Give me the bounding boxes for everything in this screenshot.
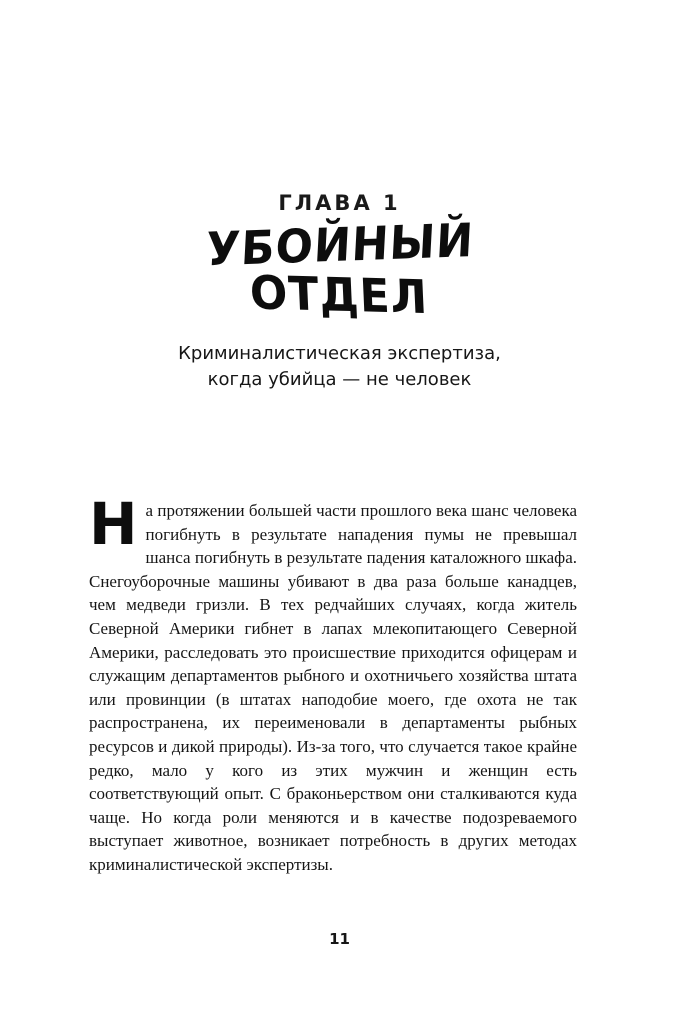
drop-cap: Н [89, 490, 138, 558]
chapter-title-line-2: ОТДЕЛ [249, 266, 430, 325]
chapter-subtitle [0, 341, 679, 393]
page-number: 11 [329, 930, 350, 948]
subtitle-line-2: когда убийца — не человек [207, 369, 472, 390]
chapter-title-line-1: УБОЙНЫЙ [204, 213, 475, 277]
body-paragraph [89, 490, 577, 877]
subtitle-line-1: Криминалистическая экспертиза, [178, 343, 501, 364]
body-paragraph-text: а протяжении большей части прошлого века шанс человека погибнуть в результате нападения пумы не превышал шанса погибнуть в результате падения каталожного шкафа. Снегоуборочные машины убивают в два раза больше канадцев, чем медведи гризли. В тех редчайших случаях, когда житель Северной Америки гибнет в лапах млекопитающего Северной Америки, расследовать это происшествие приходится офицерам и служащим департаментов рыбного и охотничьего хозяйства штата или провинции (в штатах наподобие моего, где охота не так распространена, их переименовали в департаменты рыбных ресурсов и дикой природы). Из-за того, что случается такое крайне редко, мало у кого из этих мужчин и женщин есть соответствующий опыт. С браконьерством они сталкиваются куда чаще. Но когда роли меняются и в качестве подозреваемого выступает животное, возникает потребность в других методах криминалистической экспертизы. [89, 501, 577, 874]
chapter-title [0, 213, 679, 325]
chapter-label: ГЛАВА 1 [278, 191, 401, 215]
